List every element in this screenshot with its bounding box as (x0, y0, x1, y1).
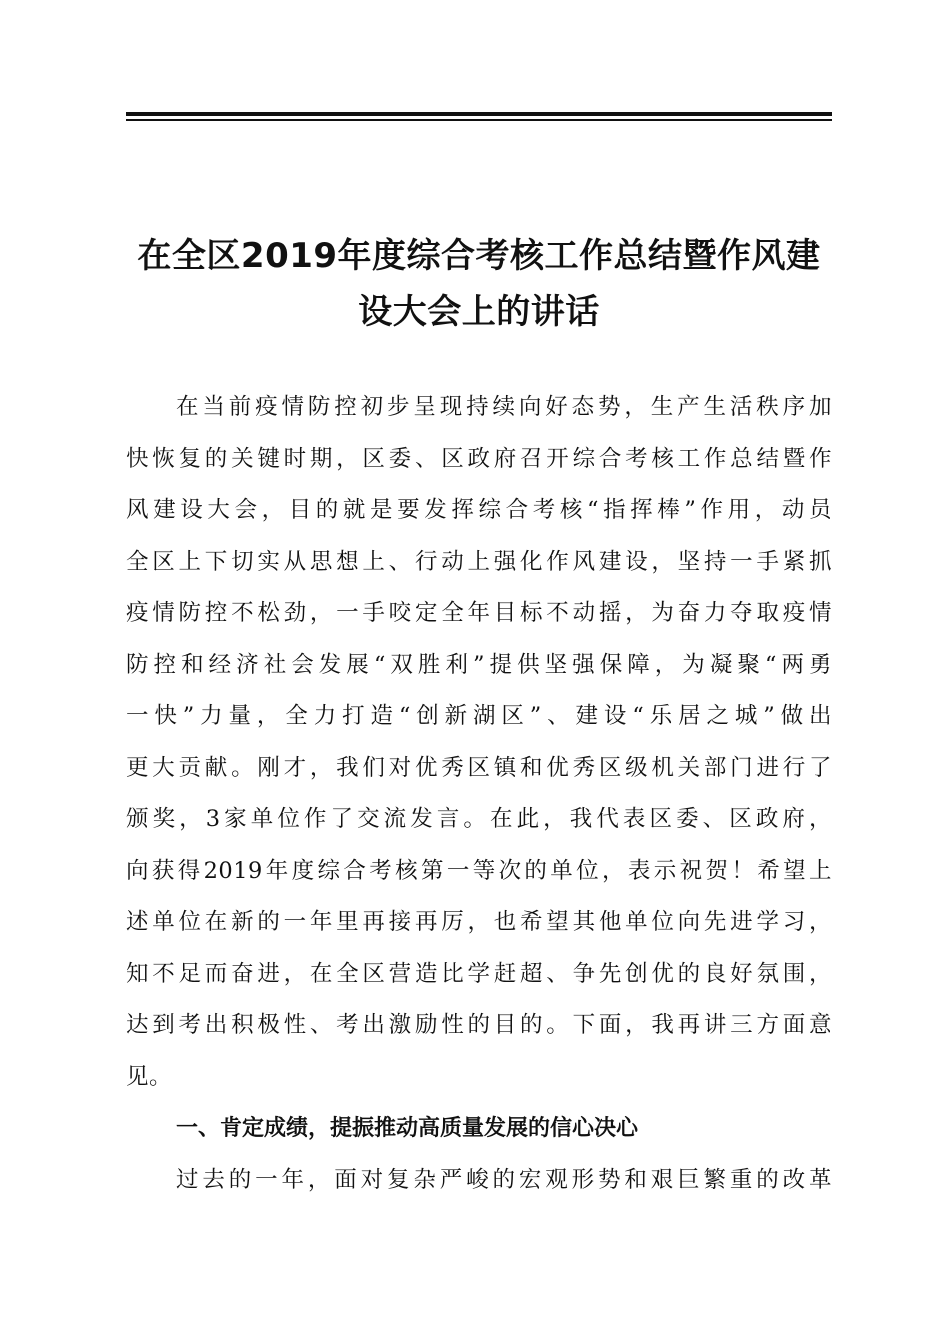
paragraph-line: 更大贡献。刚才，我们对优秀区镇和优秀区级机关部门进行了 (126, 754, 832, 781)
header-rule-thin (126, 119, 832, 121)
paragraph-line: 达到考出积极性、考出激励性的目的。下面，我再讲三方面意 (126, 1012, 832, 1038)
paragraph-line: 知不足而奋进，在全区营造比学赶超、争先创优的良好氛围， (126, 960, 832, 987)
paragraph-line: 全区上下切实从思想上、行动上强化作风建设，坚持一手紧抓 (126, 548, 832, 575)
document-body (126, 382, 832, 1206)
paragraph-line: 防控和经济社会发展“双胜利”提供坚强保障，为凝聚“两勇 (126, 651, 832, 678)
paragraph-line: 一快”力量，全力打造“创新湖区”、建设“乐居之城”做出 (126, 703, 832, 729)
document-title (126, 228, 832, 340)
section-heading-1: 一、肯定成绩，提振推动高质量发展的信心决心 (176, 1116, 639, 1141)
paragraph-line: 述单位在新的一年里再接再厉，也希望其他单位向先进学习， (126, 909, 832, 935)
paragraph-line: 颁奖，3家单位作了交流发言。在此，我代表区委、区政府， (126, 806, 832, 832)
paragraph-line: 见。 (126, 1063, 173, 1090)
paragraph-2 (126, 1155, 832, 1207)
paragraph-line: 疫情防控不松劲，一手咬定全年目标不动摇，为奋力夺取疫情 (126, 600, 832, 626)
paragraph-line: 向获得2019年度综合考核第一等次的单位，表示祝贺！希望上 (126, 857, 832, 884)
paragraph-line: 快恢复的关键时期，区委、区政府召开综合考核工作总结暨作 (126, 445, 832, 472)
paragraph-line: 在当前疫情防控初步呈现持续向好态势，生产生活秩序加 (176, 394, 832, 420)
paragraph-line: 风建设大会，目的就是要发挥综合考核“指挥棒”作用，动员 (126, 497, 832, 523)
title-line-2: 设大会上的讲话 (358, 292, 600, 332)
header-rule-thick (126, 112, 832, 116)
paragraph-1 (126, 382, 832, 1103)
title-line-1: 在全区2019年度综合考核工作总结暨作风建 (137, 236, 821, 276)
paragraph-line: 过去的一年，面对复杂严峻的宏观形势和艰巨繁重的改革 (176, 1166, 832, 1193)
